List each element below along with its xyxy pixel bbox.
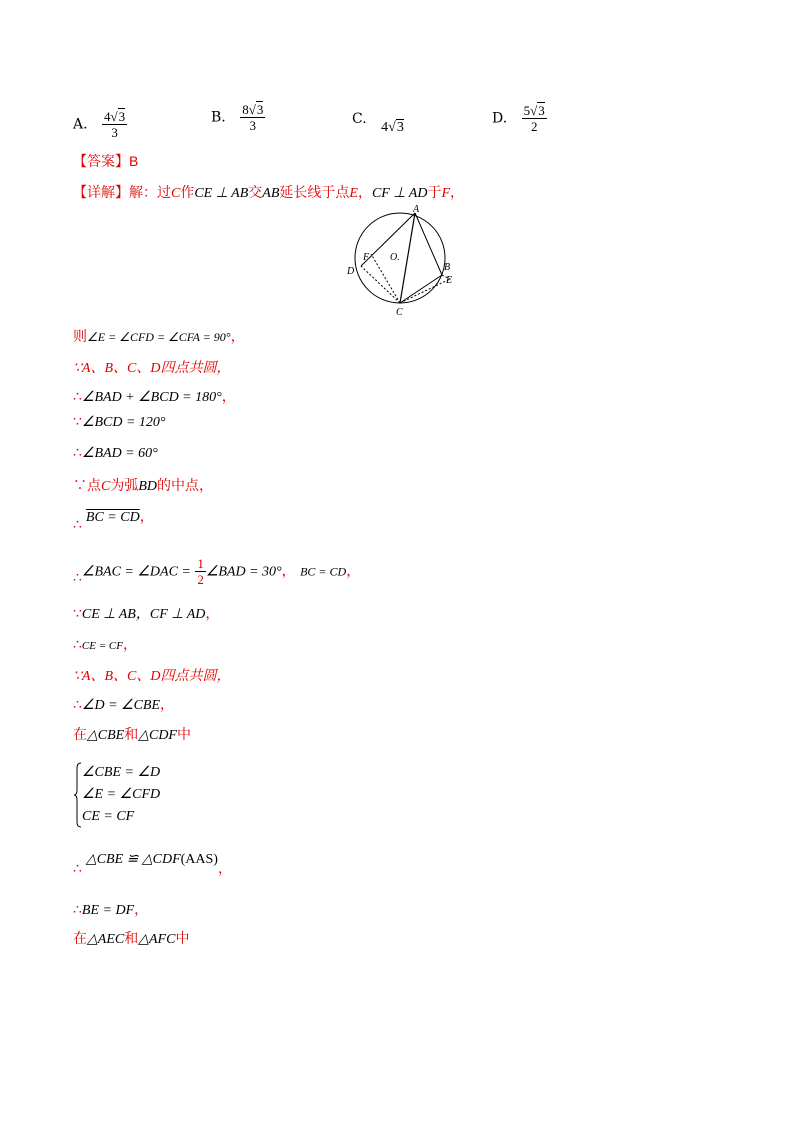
step-1-suffix: ，: [230, 329, 245, 345]
step-7-prefix: ∴: [73, 517, 82, 533]
option-b-radicand: 3: [256, 102, 264, 117]
step-12-suffix: ，: [160, 697, 175, 713]
step-5-prefix: ∴: [73, 445, 82, 461]
option-d-radicand: 3: [538, 103, 545, 118]
circle-geometry-figure: [340, 202, 460, 320]
segment-ac: [400, 213, 415, 303]
step-3: [73, 386, 236, 406]
step-1-prefix: 则: [73, 329, 87, 345]
step-15-suffix: ，: [134, 902, 149, 918]
step-6-point-c: C: [101, 479, 111, 494]
step-16: [73, 928, 189, 948]
option-a-coef: 4: [104, 109, 111, 124]
step-4-prefix: ∵: [73, 414, 82, 430]
detail-text-1: 解：过: [129, 185, 171, 201]
label-a: A: [413, 204, 420, 215]
step-3-math: ∠BAD + ∠BCD = 180°: [81, 390, 222, 405]
option-c-value: 4√3: [381, 120, 404, 135]
label-e: E: [446, 275, 453, 286]
label-d: D: [347, 266, 355, 277]
step-9: [73, 603, 219, 623]
step-14-congruence: △CBE ≌ △CDF: [85, 852, 181, 867]
step-12-math: ∠D = ∠CBE: [81, 698, 161, 713]
left-brace-icon: [74, 762, 82, 828]
option-a: [73, 109, 127, 140]
segment-ce: [400, 279, 450, 303]
detail-cf-perp-ad: CF ⊥ AD: [371, 186, 428, 201]
step-3-prefix: ∴: [73, 389, 82, 405]
step-14-prefix: ∴: [73, 861, 82, 877]
step-13-and: 和: [124, 727, 139, 743]
step-8-prefix: ∴: [73, 569, 82, 586]
option-c-radicand: 3: [396, 120, 404, 135]
option-c-coef: 4: [381, 120, 389, 135]
step-15: [73, 899, 148, 919]
step-13-suffix: 中: [177, 727, 191, 743]
step-9-prefix: ∵: [73, 606, 82, 622]
option-b-den: 3: [249, 118, 257, 133]
detail-line: [73, 182, 464, 202]
step-11: ∵A、B、C、D四点共圆，: [73, 669, 231, 684]
answer-tag: 【答案】: [73, 154, 129, 170]
system-eq-1: ∠CBE = ∠D: [82, 765, 161, 780]
step-6-mid: 为弧: [110, 478, 139, 494]
step-13-prefix: 在: [73, 727, 87, 743]
option-a-radicand: 3: [118, 109, 126, 124]
equation-system: [74, 762, 194, 828]
step-7: [73, 506, 154, 533]
step-8-frac-num: 1: [197, 556, 204, 571]
step-8-half-fraction: [195, 556, 206, 587]
step-8-math-1: ∠BAC = ∠DAC =: [81, 564, 191, 580]
detail-text-2: 作: [180, 185, 195, 201]
step-5-math: ∠BAD = 60°: [81, 446, 158, 461]
option-b-label: B.: [211, 109, 226, 126]
detail-text-3: 交: [248, 185, 263, 201]
step-6-arc-bd: BD: [138, 479, 158, 494]
detail-ab: AB: [262, 186, 280, 201]
step-14-aas: (AAS): [180, 852, 218, 867]
segment-bc: [400, 275, 442, 303]
label-b: B: [444, 262, 451, 273]
step-7-arc-equality: BC = CD: [85, 510, 140, 525]
label-o: O.: [390, 252, 400, 263]
detail-text-5: 于: [427, 185, 442, 201]
step-16-prefix: 在: [73, 931, 87, 947]
step-8-comma: ，: [281, 563, 296, 580]
option-c: [352, 111, 404, 135]
step-5: [73, 445, 158, 462]
option-a-value: $\frac{4√3}{3}$: [104, 109, 126, 140]
step-1: [73, 326, 245, 346]
step-16-suffix: 中: [175, 931, 190, 947]
detail-point-f: F: [441, 186, 451, 201]
option-a-label: A.: [73, 116, 88, 133]
detail-point-e: E: [349, 186, 358, 201]
step-8-math-2: ∠BAD = 30°: [205, 564, 282, 580]
answer-line: [73, 151, 138, 171]
detail-end: ，: [450, 185, 465, 201]
step-8-frac-den: 2: [197, 572, 204, 587]
system-eq-2: ∠E = ∠CFD: [82, 787, 161, 802]
option-d-den: 2: [530, 119, 538, 134]
option-d-coef: 5: [523, 103, 531, 118]
option-c-label: C.: [352, 111, 367, 127]
step-6-suffix: 的中点，: [157, 478, 214, 494]
step-3-suffix: ，: [221, 389, 236, 405]
step-9-suffix: ，: [205, 606, 220, 622]
option-d: [492, 103, 547, 134]
step-8-math-3: BC = CD: [300, 564, 347, 579]
option-b: [211, 102, 265, 133]
segment-cd: [361, 266, 400, 303]
step-16-and: 和: [124, 931, 139, 947]
step-10-suffix: ，: [122, 637, 137, 653]
step-14: [73, 848, 232, 877]
step-4: [73, 414, 166, 431]
step-7-suffix: ，: [139, 509, 154, 525]
step-9-math: CE ⊥ AB，CF ⊥ AD: [81, 607, 206, 622]
label-f: F: [363, 252, 370, 263]
option-b-value: $\frac{8√3}{3}$: [242, 102, 264, 133]
option-b-coef: 8: [242, 102, 249, 117]
option-d-label: D.: [492, 110, 508, 127]
step-13-triangle-1: △CBE: [87, 728, 125, 743]
step-8-suffix: ，: [346, 563, 361, 580]
detail-comma: ，: [357, 185, 372, 201]
step-12: [73, 694, 174, 714]
step-6: [73, 475, 213, 495]
detail-text-4: 延长线于点: [279, 185, 350, 201]
step-2: ∵A、B、C、D四点共圆，: [73, 361, 231, 376]
step-16-triangle-1: △AEC: [87, 932, 125, 947]
step-10-prefix: ∴: [73, 637, 82, 653]
step-13: [73, 724, 191, 744]
detail-ce-perp-ab: CE ⊥ AB: [194, 186, 249, 201]
step-4-math: ∠BCD = 120°: [81, 415, 166, 430]
step-8: [73, 556, 360, 587]
step-6-prefix: ∵点: [73, 478, 101, 494]
option-d-value: $\frac{5√3}{2}$: [523, 103, 545, 134]
step-16-triangle-2: △AFC: [138, 932, 176, 947]
step-13-triangle-2: △CDF: [138, 728, 177, 743]
step-10-math: CE = CF: [81, 640, 123, 652]
answer-value: B: [129, 153, 139, 169]
step-15-prefix: ∴: [73, 902, 82, 918]
step-12-prefix: ∴: [73, 697, 82, 713]
option-a-den: 3: [111, 125, 118, 140]
step-10: [73, 634, 137, 654]
step-1-math: ∠E = ∠CFD = ∠CFA = 90°: [87, 330, 231, 344]
segment-ab: [415, 213, 442, 275]
label-c: C: [396, 307, 403, 318]
step-14-suffix: ，: [217, 861, 232, 877]
system-eq-3: CE = CF: [82, 809, 135, 824]
detail-tag: 【详解】: [73, 185, 129, 201]
detail-point-c: C: [171, 186, 181, 201]
step-15-math: BE = DF: [81, 903, 135, 918]
